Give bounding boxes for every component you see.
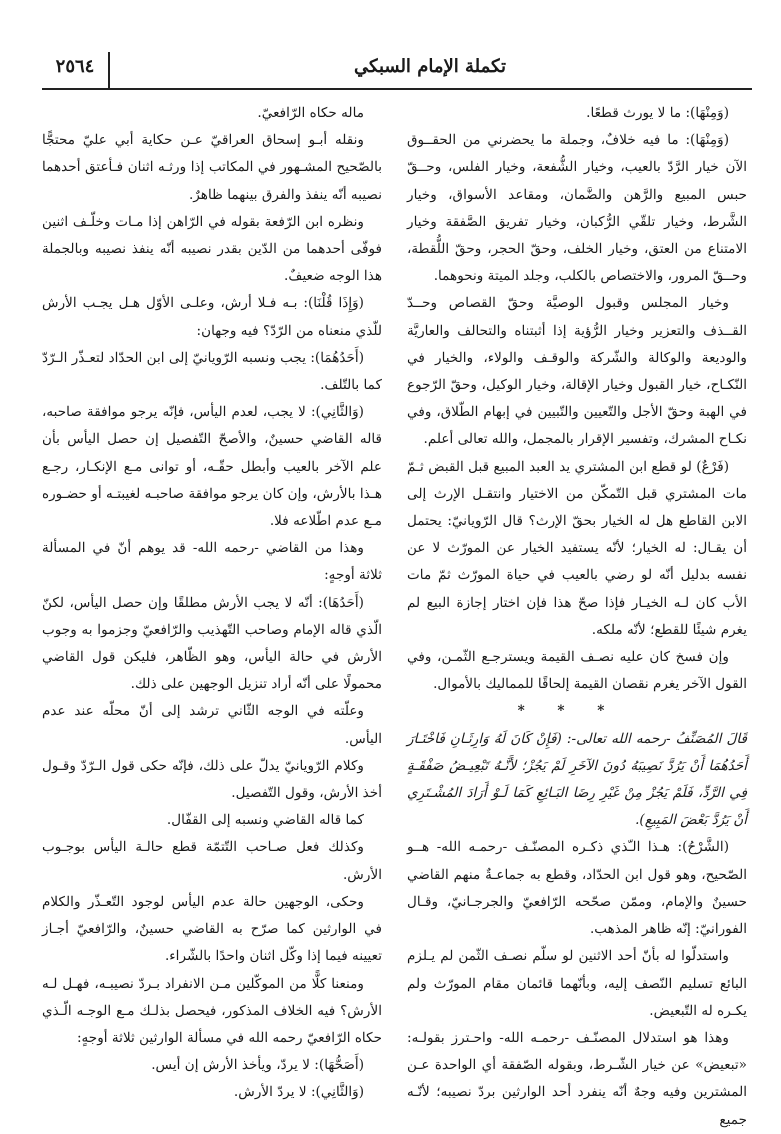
paragraph: وهذا هو استدلال المصنّـف -رحمـه الله- واحـترز بقولـه: «تبعيض» عن خيار الشّـرط، وبقوله الصّفقة أي الواحدة عـن المشترين وفيه وجهٌ أنّه ينفرد أحد الوارثين بردّ نصيبه؛ لأنّـه جميع	[407, 1029, 747, 1128]
paragraph: (وَإِذَا قُلْنَا): بـه فـلا أرش، وعلـى الأوّل هـل يجـب الأرش للّذي منعناه من الرّدّ؟ فيه وجهان:	[42, 295, 382, 339]
paragraph: (وَالثَّانِي): لا يردّ الأرش.	[233, 1084, 364, 1101]
left-column	[42, 100, 382, 1101]
paragraph: ومنعنا كلًّا من الموكّلين مـن الانفراد بـردّ نصيبـه، فهـل لـه الأرش؟ فيه الخلاف المذكور، فيحصل بذلـك مـع الوجـه الّـذي حكاه الرّافعيّ رحمه الله في مسألة الوارثين ثلاثة أوجهٍ:	[42, 975, 382, 1046]
paragraph: كما قاله القاضي ونسبه إلى القفّال.	[166, 812, 364, 829]
paragraph: (أَحَدُهُمَا): يجب ونسبه الرّويانيّ إلى ابن الحدّاد لتعـذّر الـرّدّ كما بالتّلف.	[42, 349, 382, 394]
paragraph: وعلّته في الوجه الثّاني ترشد إلى أنّ محلّه عند عدم اليأس.	[42, 703, 382, 747]
paragraph: (وَالثَّانِي): لا يجب، لعدم اليأس، فإنّه يرجو موافقة صاحبه، قاله القاضي حسينٌ، والأصحّ التّفصيل إن حصل اليأس بأن علم الآخر بالعيب وأبطل حقّـه، أو توانى مـع الإنكـار، رجـع هـذا بالأرش، وإن كان يرجو موافقة صاحبـه لغيبتـه أو حضـوره مـع عدم اطّلاعه فلا.	[42, 404, 382, 530]
paragraph: ماله حكاه الرّافعيّ.	[257, 105, 364, 121]
running-header	[42, 52, 752, 86]
paragraph: وخيار المجلس وقبول الوصيَّة وحقّ القصاص وحــدّ القــذف والتعزير وخيار الرُّؤية إذا أثبتناه والتحالف والعاريَّة والوديعة والوكالة والشّركة والوقـف والولاء، والخيار في النّكـاح، خيار القبول وخيار الإقالة، وخيار الوكيل، وحقّ الرّجوع في الهبة وحقّ الأجل والتّعيين والتّبيين في إبهام الطّلاق، وفي نكـاح المشرك، وتفسير الإقرار بالمجمل، والله تعالى أعلم.	[407, 295, 747, 448]
paragraph: وإن فسخ كان عليه نصـف القيمة ويسترجـع الثّمـن، وفي القول الآخر يغرم نقصان القيمة إلحاقًا للمماليك بالأموال.	[407, 649, 747, 693]
paragraph: (وَمِنْهَا): ما لا يورث قطعًا.	[586, 105, 729, 121]
book-title: تكملة الإمام السبكي	[354, 56, 506, 77]
paragraph: (الشَّرْحُ): هـذا الـّذي ذكـره المصنّـف -رحمـه الله- هــو الصّحيح، وهو قول ابن الحدّاد، وقطع به جماعـةٌ منهم القاضي حسينٌ والإمام، وممّن صحّحه الرّافعيّ والجرجـانيّ، وقـال الفورانيّ: إنّه ظاهر المذهب.	[407, 839, 747, 938]
right-column	[407, 100, 747, 1128]
paragraph: (فَرْعٌ) لو قطع ابن المشتري يد العبد المبيع قبل القبض ثـمّ مات المشتري قبل التّمكّن من الاختيار وانتقـل الإرث إلى الابن القاطع هل له الخيار بحقّ الإرث؟ قال الرّويانيّ: يحتمل أن يقـال: له الخيار؛ لأنّه يستفيد الخيار عن المورّث لا عن نفسه بدليل أنّه لو رضي بالعيب في حياة المورّث ثمّ مات الأب كان لـه الخيـار فإذا صحّ هذا فإن اختار إجازة البيع لم يغرم شيئًا للقطع؛ لأنّه ملكه.	[407, 458, 747, 638]
matn-quote: قَالَ المُصَنِّفُ -رحمه الله تعالى-: (فَإِنْ كَانَ لَهُ وَارِثَـانِ فَاخْتَـارَ أَحَدُهُمَا أَنْ يَرُدَّ نَصِيبَهُ دُونَ الآخَرِ لَمْ يَجُزْ؛ لأَنَّـهُ تَبْعِيـضُ صَفْقَـةٍ فِي الرَّدِّ، فَلَمْ يَجُزْ مِنْ غَيْرِ رِضَا البَـائِعِ كَمَا لَـوْ أَرَادَ المُشْـتَرِي أَنْ يَرُدَّ بَعْضَ المَبِيعِ).	[407, 730, 747, 829]
paragraph: وهذا من القاضي -رحمه الله- قد يوهم أنّ في المسألة ثلاثة أوجهٍ:	[42, 540, 382, 584]
page-number: ٢٥٦٤	[55, 56, 95, 77]
paragraph: (وَمِنْهَا): ما فيه خلافٌ، وجملة ما يحضرني من الحقــوق الآن خيار الرَّدّ بالعيب، وخيار الشُّفعة، وخيار الفلس، وحــقّ حبس المبيع والرَّهن والضَّمان، ومقاعد الأسواق، وخيار الشَّرط، وخيار تلقّي الرُّكبان، وخيار تفريق الصَّفقة وخيار الامتناع من العتق، وخيار الخلف، وحقّ الحجر، وحقّ اللُّقطة، وحــقّ المرور، والاختصاص بالكلب، وجلد الميتة ونحوهما.	[407, 132, 747, 285]
paragraph: ونظره ابن الرّفعة بقوله في الرّاهن إذا مـات وخلّـف اثنين فوفّى أحدهما من الدّين بقدر نصيبه أنّه ينفذ نصيبه وبالجملة هذا الوجه ضعيفٌ.	[42, 213, 382, 285]
header-rule	[42, 88, 752, 90]
section-separator: * * *	[517, 703, 619, 720]
paragraph: وحكى، الوجهين حالة عدم اليأس لوجود التّعـذّر والكلام في الوارثين كما صرّح به القاضي حسينٌ، والرّافعيّ أجـاز تعيينه فيما إذا وكّل اثنان واحدًا بالشّراء.	[42, 893, 382, 965]
paragraph: وكلام الرّويانيّ يدلّ على ذلك، فإنّه حكى قول الـرّدّ وقـول أخذ الأرش، وقول التّفصيل.	[42, 757, 382, 802]
paragraph: واستدلّوا له بأنّ أحد الاثنين لو سلّم نصـف الثّمن لم يـلزم البائع تسليم النّصف إليه، وبأنّهما قائمان مقام المورّث ولم يكـره له التّبعيض.	[407, 948, 747, 1019]
paragraph: ونقله أبـو إسحاق العراقيّ عـن حكاية أبي عليّ محتجًّا بالصّحيح المشـهور في المكاتب إذا ورثـه اثنان فـأعتق أحدهما نصيبه أنّه ينفذ والفرق بينهما ظاهرٌ.	[42, 132, 382, 203]
paragraph: (أَحَدُهَا): أنّه لا يجب الأرش مطلقًا وإن حصل اليأس، لكنّ الّذي قاله الإمام وصاحب التّهذيب والرّافعيّ وجزموا به وجوب الأرش في حالة اليأس، وهو الظّاهر، فليكن قول القاضي محمولًا على أنّه أراد تنزيل الوجهين على ذلك.	[42, 594, 382, 693]
paragraph: (أَصَحُّهَا): لا يردّ، ويأخذ الأرش إن أيس.	[151, 1057, 364, 1074]
paragraph: وكذلك فعل صـاحب التّتمّة قطع حالـة اليأس بوجـوب الأرش.	[42, 839, 382, 883]
